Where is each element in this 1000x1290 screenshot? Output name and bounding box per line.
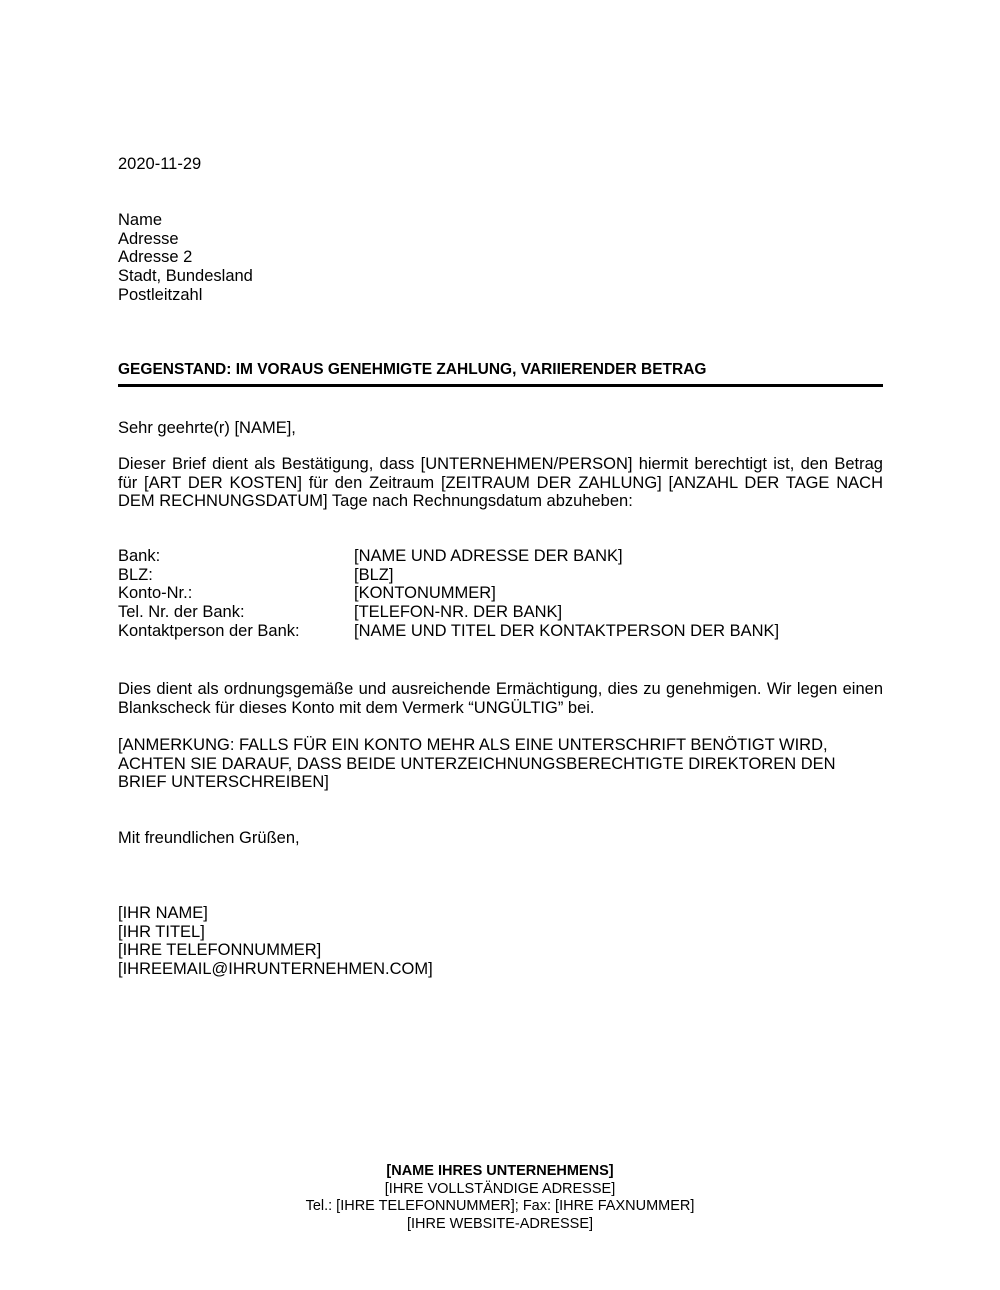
bank-row-phone — [118, 603, 779, 622]
bank-row-blz — [118, 566, 779, 585]
signature-block — [118, 904, 433, 979]
signature-name: [IHR NAME] — [118, 904, 208, 922]
account-label: Konto-Nr.: — [118, 584, 193, 603]
bank-value: [NAME UND ADRESSE DER BANK] — [354, 547, 623, 565]
blz-label: BLZ: — [118, 565, 153, 584]
bank-contact-value: [NAME UND TITEL DER KONTAKTPERSON DER BANK] — [354, 621, 780, 640]
bank-label: Bank: — [118, 547, 161, 565]
paragraph-line: DEM RECHNUNGSDATUM] Tage nach Rechnungsdatum abzuheben: — [118, 492, 633, 511]
greeting: Sehr geehrte(r) [NAME], — [118, 419, 296, 437]
recipient-address-2: Adresse 2 — [118, 248, 193, 267]
subject-divider — [118, 384, 883, 387]
footer-address: [IHRE VOLLSTÄNDIGE ADRESSE] — [384, 1180, 616, 1197]
recipient-address-1: Adresse — [118, 229, 179, 248]
paragraph-line: für [ART DER KOSTEN] für den Zeitraum [ZEITRAUM DER ZAHLUNG] [ANZAHL DER TAGE NACH — [118, 473, 883, 492]
bank-phone-label: Tel. Nr. der Bank: — [118, 603, 245, 622]
paragraph-line: BRIEF UNTERSCHREIBEN] — [118, 773, 329, 792]
bank-row-bank — [118, 547, 779, 566]
paragraph-line: [ANMERKUNG: FALLS FÜR EIN KONTO MEHR ALS EINE UNTERSCHRIFT BENÖTIGT WIRD, — [118, 736, 828, 754]
footer-company: [NAME IHRES UNTERNEHMENS] — [386, 1163, 614, 1179]
signature-phone: [IHRE TELEFONNUMMER] — [118, 941, 322, 960]
paragraph-confirmation — [118, 680, 883, 717]
footer-website: [IHRE WEBSITE-ADRESSE] — [406, 1215, 594, 1232]
recipient-address-block — [118, 211, 253, 304]
bank-row-account — [118, 584, 779, 603]
paragraph-line: Dieser Brief dient als Bestätigung, dass [UNTERNEHMEN/PERSON] hiermit berechtigt ist, den Betrag — [118, 455, 883, 473]
blz-value: [BLZ] — [354, 565, 394, 584]
bank-phone-value: [TELEFON-NR. DER BANK] — [354, 603, 563, 622]
footer-contact: Tel.: [IHRE TELEFONNUMMER]; Fax: [IHRE FAXNUMMER] — [305, 1198, 695, 1214]
bank-contact-label: Kontaktperson der Bank: — [118, 621, 300, 640]
subject-line: GEGENSTAND: IM VORAUS GENEHMIGTE ZAHLUNG, VARIIERENDER BETRAG — [118, 361, 707, 378]
paragraph-note — [118, 736, 883, 792]
signature-title: [IHR TITEL] — [118, 922, 205, 941]
paragraph-line: Blankscheck für dieses Konto mit dem Vermerk “UNGÜLTIG” bei. — [118, 698, 595, 717]
paragraph-authorization — [118, 455, 883, 511]
recipient-name: Name — [118, 211, 163, 229]
recipient-city-state: Stadt, Bundesland — [118, 267, 253, 286]
letter-footer — [0, 1163, 1000, 1233]
letter-date: 2020-11-29 — [118, 155, 202, 173]
paragraph-line: Dies dient als ordnungsgemäße und ausreichende Ermächtigung, dies zu genehmigen. Wir legen einen — [118, 680, 883, 698]
account-value: [KONTONUMMER] — [354, 584, 496, 603]
bank-row-contact — [118, 622, 779, 641]
signature-email: [IHREEMAIL@IHRUNTERNEHMEN.COM] — [118, 960, 433, 979]
recipient-postal-code: Postleitzahl — [118, 285, 203, 304]
paragraph-line: ACHTEN SIE DARAUF, DASS BEIDE UNTERZEICHNUNGSBERECHTIGTE DIREKTOREN DEN — [118, 754, 836, 773]
closing: Mit freundlichen Grüßen, — [118, 829, 300, 847]
bank-details-table — [118, 547, 779, 640]
